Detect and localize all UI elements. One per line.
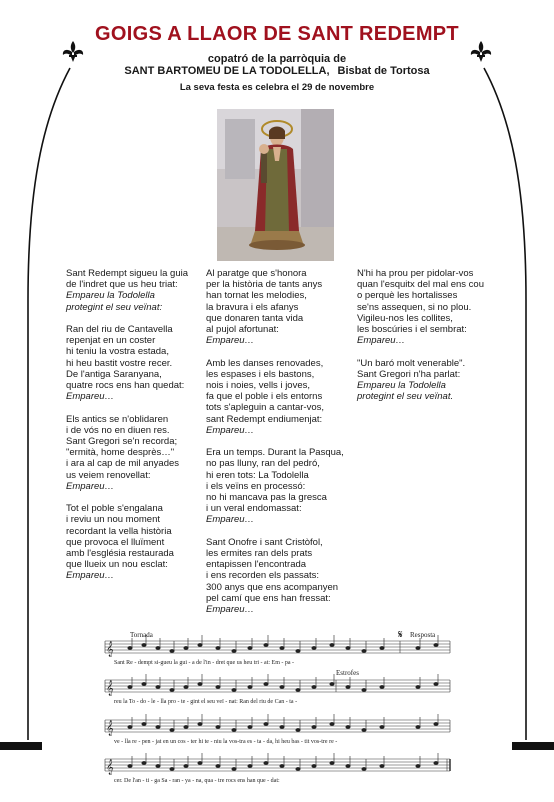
verse-line: Amb les danses renovades, xyxy=(206,357,324,369)
verse-line: Sant Gregori se'n recorda; xyxy=(66,436,178,448)
verse-line: les espases i els bastons, xyxy=(206,368,315,380)
verse-line: tots s'apleguin a cantar-vos, xyxy=(206,402,324,414)
saint-statue-photo xyxy=(217,109,334,261)
verses-column-1 xyxy=(66,268,206,593)
svg-text:𝄞: 𝄞 xyxy=(106,759,114,774)
verse-line: i de vós no en diuen res. xyxy=(66,424,170,436)
stanza xyxy=(206,537,356,615)
verse-line: se'ns assequen, si no plou. xyxy=(357,301,472,313)
subtitle-copatro: copatró de la parròquia de xyxy=(207,53,347,65)
verse-line: repenjat en un coster xyxy=(66,335,156,347)
svg-text:𝄞: 𝄞 xyxy=(106,641,114,656)
verse-line: per la història de tants anys xyxy=(206,279,323,291)
refrain-line: protegint el seu veïnat. xyxy=(357,391,454,403)
verse-line: al pujol afortunat: xyxy=(206,324,279,336)
verse-line: hi heu bastit vostre recer. xyxy=(66,357,173,369)
refrain-line: Empareu la Todolella xyxy=(357,380,446,392)
parish-name: SANT BARTOMEU DE LA TODOLELLA, xyxy=(124,65,330,77)
verses-column-3 xyxy=(357,268,497,414)
verse-line: les boscúries i el sembrat: xyxy=(357,324,467,336)
svg-text:𝄞: 𝄞 xyxy=(106,680,114,695)
verse-line: quan l'esquitx del mal ens cou xyxy=(357,279,484,291)
verse-line: no pas lluny, ran del pedró, xyxy=(206,458,320,470)
tornada-label: Tornada xyxy=(130,631,153,639)
verse-line: la bravura i els afanys xyxy=(206,301,299,313)
refrain-line: Empareu… xyxy=(206,514,255,526)
verse-line: "ermità, home desprès…" xyxy=(66,447,175,459)
verse-line: que provoca el lluïment xyxy=(66,536,165,548)
verse-line: us veiem renovellat: xyxy=(66,469,151,481)
svg-text:𝄞: 𝄞 xyxy=(106,720,114,735)
refrain-line: Empareu… xyxy=(206,424,255,436)
verse-line: han tornat les melodies, xyxy=(206,290,307,302)
stanza xyxy=(66,324,206,402)
verse-line: Ran del riu de Cantavella xyxy=(66,324,173,335)
verse-line: de l'indret que us heu triat: xyxy=(66,279,178,291)
stanza xyxy=(66,268,206,313)
verse-line: nois i noies, vells i joves, xyxy=(206,380,311,392)
verse-line: Els antics se n'oblidaren xyxy=(66,413,169,425)
diocese-name: Bisbat de Tortosa xyxy=(337,65,430,77)
verse-line: amb l'església restaurada xyxy=(66,548,174,560)
verse-line: que donaren tanta vida xyxy=(206,312,304,324)
subtitle-parish xyxy=(0,65,554,77)
refrain-line: Empareu… xyxy=(206,604,255,616)
refrain-line: Empareu… xyxy=(206,335,255,347)
refrain-line: protegint el seu veïnat: xyxy=(66,301,163,313)
lyrics-line: reu la To - do - le - lla pro - te - gint el seu veï - nat: Ran del riu de Can - ta - xyxy=(114,699,298,705)
lyrics-line: cer. De l'an - ti - ga Sa - ran - ya - na, qua - tre rocs ens han que - dat: xyxy=(114,778,280,784)
stanza xyxy=(206,268,356,346)
verse-line: i els veïns en processó: xyxy=(206,480,306,492)
lyrics-line: ve - lla re - pen - jat en un cos - ter hi te - niu la vos-tra es - ta - da, hi heu bas - tit vos-tre re - xyxy=(114,739,338,745)
refrain-line: Empareu… xyxy=(66,391,115,403)
verse-line: hi teniu la vostra estada, xyxy=(66,346,169,358)
verses-column-2 xyxy=(206,268,356,626)
verse-line: "Un baró molt venerable". xyxy=(357,357,466,369)
verse-line: i reviu un nou moment xyxy=(66,514,160,526)
refrain-line: Empareu… xyxy=(66,480,115,492)
estrofes-label: Estrofes xyxy=(336,669,359,677)
verse-line: sant Redempt endiumenjat: xyxy=(206,413,323,425)
verse-line: les ermites ran dels prats xyxy=(206,548,313,560)
verse-line: Sant Gregori n'ha parlat: xyxy=(357,368,461,380)
verse-line: Vigileu-nos les collites, xyxy=(357,312,453,324)
stanza xyxy=(206,447,356,525)
verse-line: que llueix un nou esclat: xyxy=(66,559,168,571)
verse-line: Sant Redempt sigueu la guia xyxy=(66,268,188,279)
verse-line: i ara al cap de mil anyades xyxy=(66,458,180,470)
verse-line: recordant la vella història xyxy=(66,525,172,537)
refrain-line: Empareu… xyxy=(66,570,115,582)
segno-icon: 𝄋 xyxy=(398,630,403,641)
lyrics-line: Sant Re - dempt si-gueu la gui - a de l'in - dret que us heu tri - at: Em - pa - xyxy=(114,660,295,666)
verse-line: Al paratge que s'honora xyxy=(206,268,307,279)
verse-line: quatre rocs ens han quedat: xyxy=(66,380,185,392)
verse-line: pel camí que ens han fressat: xyxy=(206,592,331,604)
refrain-line: Empareu la Todolella xyxy=(66,290,155,302)
stanza xyxy=(66,503,206,581)
verse-line: 300 anys que ens acompanyen xyxy=(206,581,339,593)
verse-line: De l'antiga Saranyana, xyxy=(66,368,162,380)
verse-line: Sant Onofre i sant Cristòfol, xyxy=(206,536,323,548)
verse-line: i ens recorden els passats: xyxy=(206,570,320,582)
stanza xyxy=(206,358,356,436)
verse-line: entapissen l'encontrada xyxy=(206,559,307,571)
verse-line: o perquè les hortalisses xyxy=(357,290,458,302)
verse-line: Era un temps. Durant la Pasqua, xyxy=(206,447,344,459)
verse-line: i un veral endomassat: xyxy=(206,503,302,515)
verse-line: no hi mancava pas la gresca xyxy=(206,492,327,504)
verse-line: hi eren tots: La Todolella xyxy=(206,469,309,481)
resposta-label: Resposta xyxy=(410,631,436,639)
refrain-line: Empareu… xyxy=(357,335,406,347)
stanza xyxy=(357,268,497,346)
feast-date: La seva festa es celebra el 29 de novembre xyxy=(179,82,375,93)
stanza xyxy=(357,358,497,403)
treble-clef-icon xyxy=(106,641,114,775)
verse-line: fa que el poble i els entorns xyxy=(206,391,323,403)
page-title: GOIGS A LLAOR DE SANT REDEMPT xyxy=(95,23,459,45)
music-score xyxy=(100,630,452,798)
verse-line: N'hi ha prou per pidolar-vos xyxy=(357,268,474,279)
verse-line: Tot el poble s'engalana xyxy=(66,503,163,515)
stanza xyxy=(66,414,206,492)
